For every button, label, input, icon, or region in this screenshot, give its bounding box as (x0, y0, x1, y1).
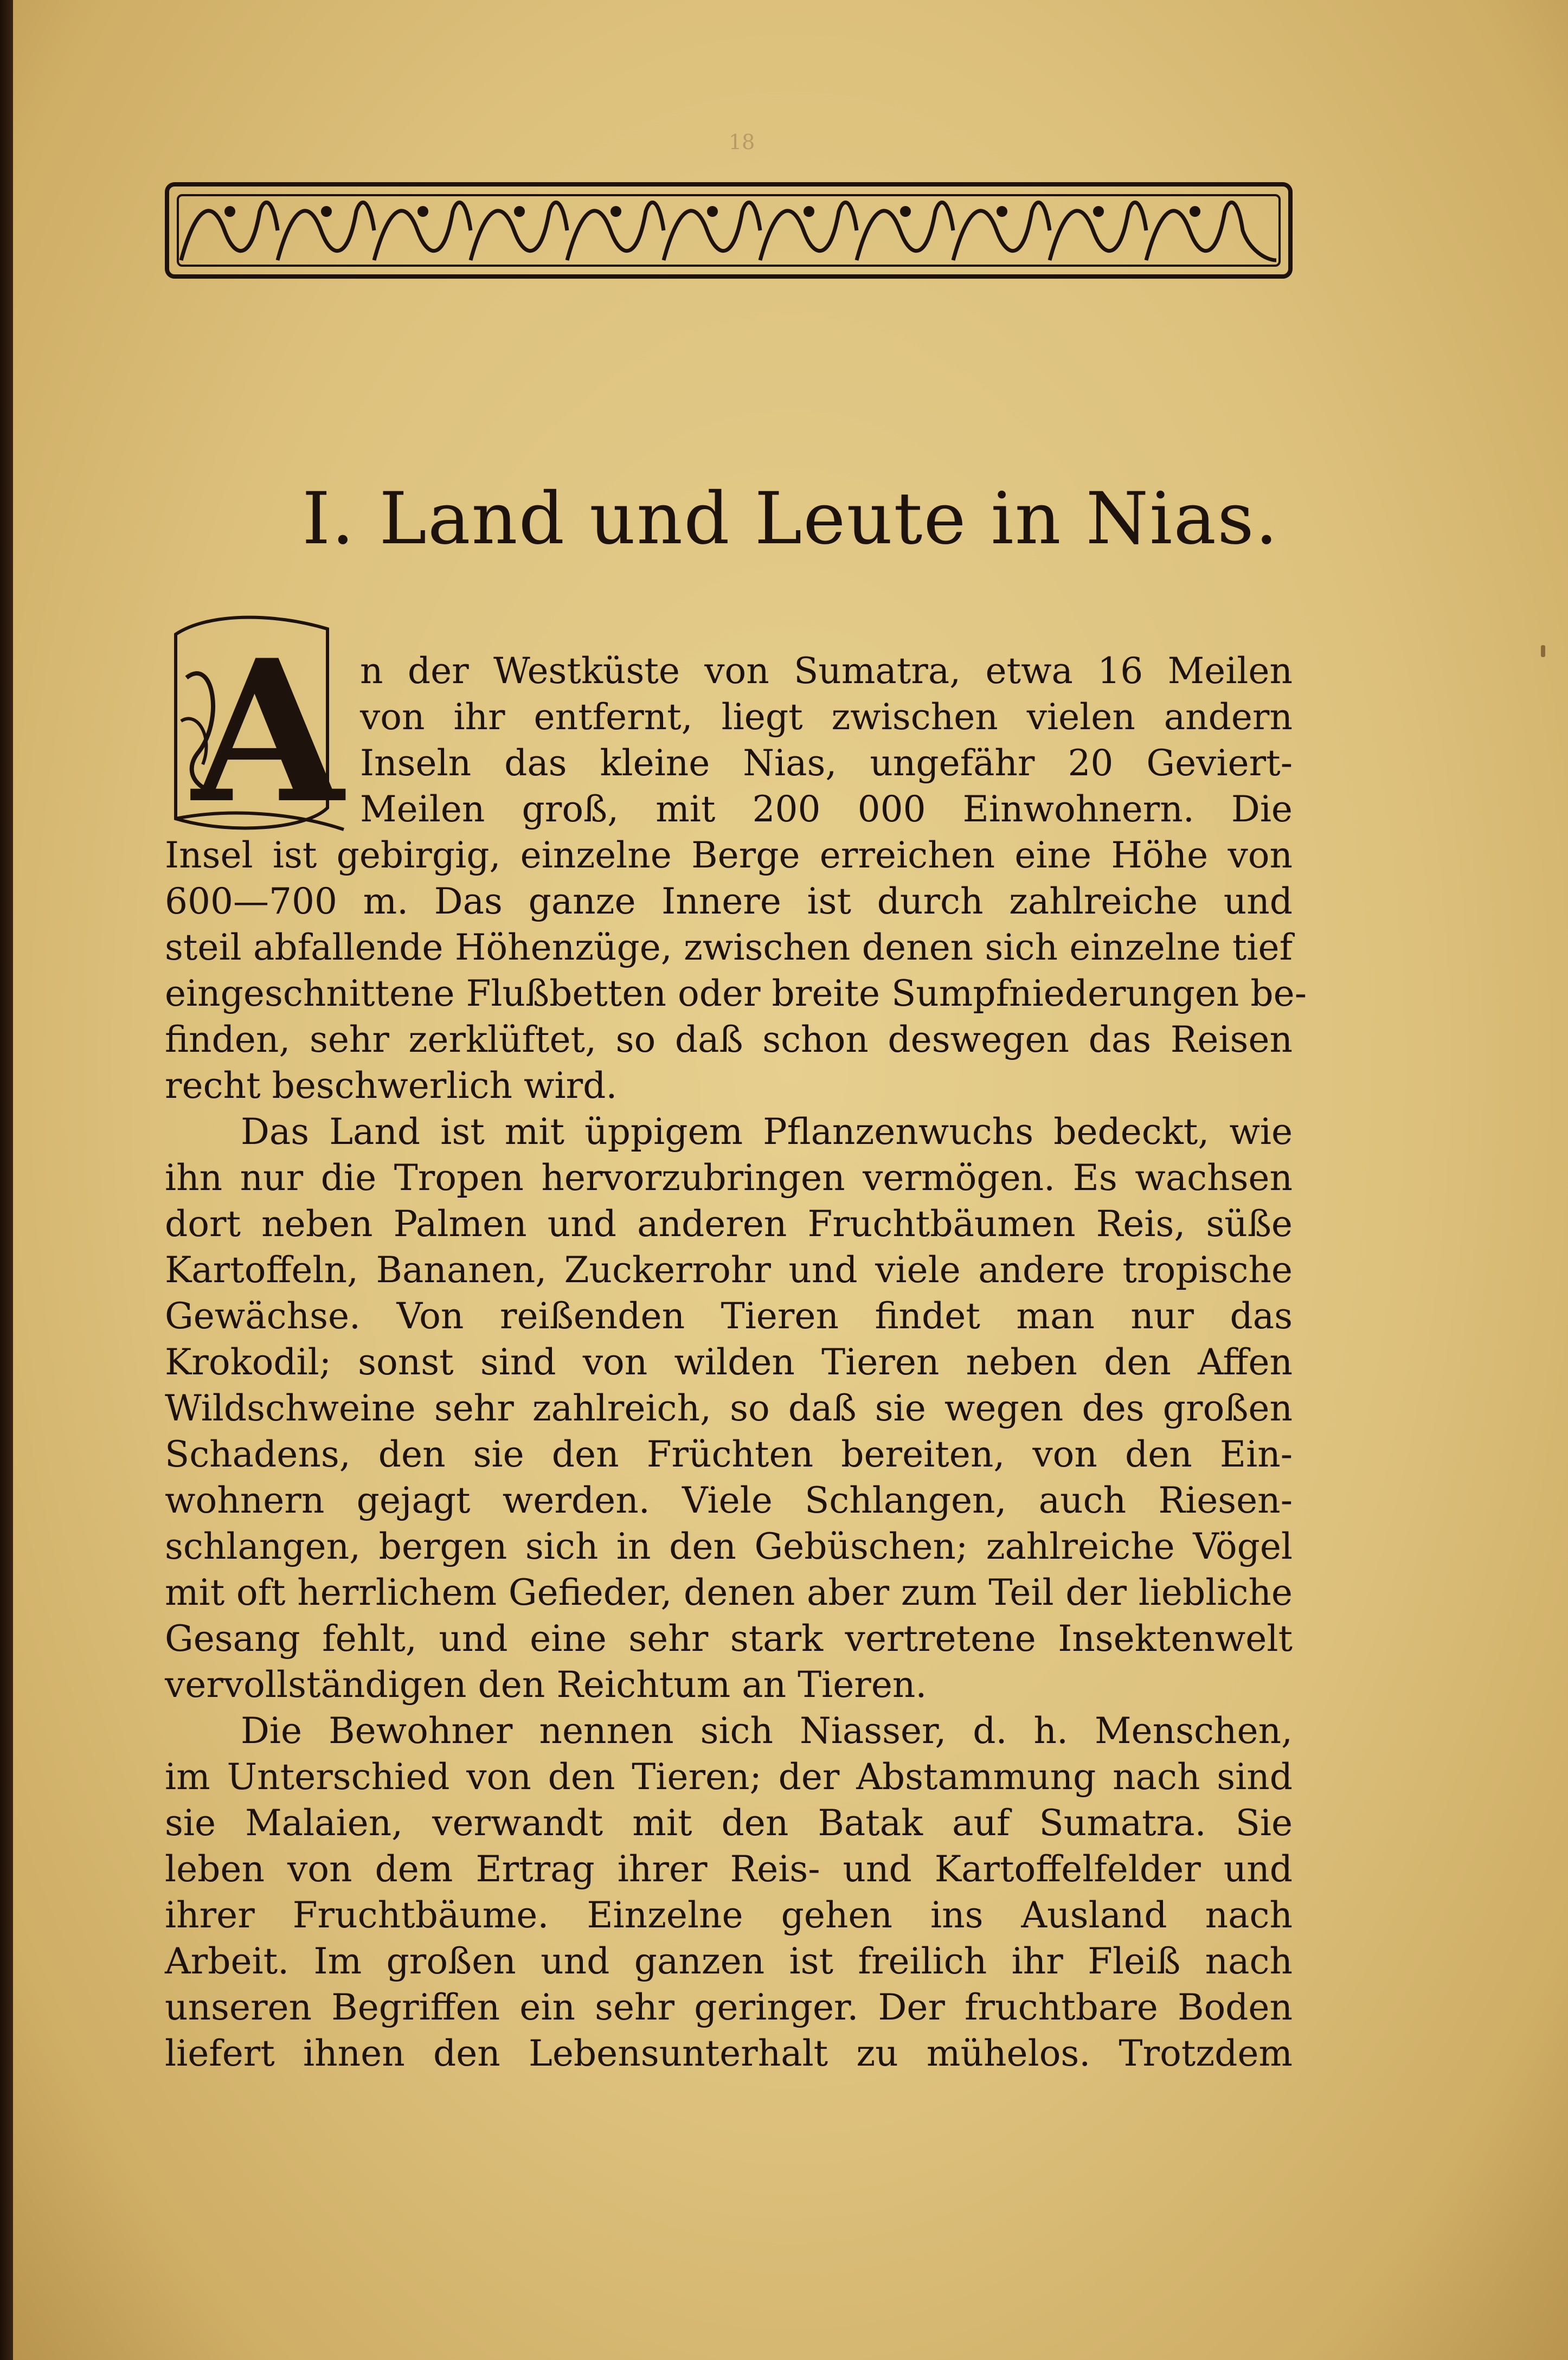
initial-letter: A (192, 617, 344, 846)
text-line: liefert ihnen den Lebensunterhalt zu mühelos. Trotzdem (165, 2033, 1293, 2074)
text-line: Schadens, den sie den Früchten bereiten, von den Ein- (165, 1433, 1293, 1475)
text-line: Das Land ist mit üppigem Pflanzenwuchs bedeckt, wie (241, 1111, 1293, 1153)
text-line: schlangen, bergen sich in den Gebüschen; zahlreiche Vögel (165, 1526, 1293, 1567)
text-line: eingeschnittene Flußbetten oder breite Sumpfniederungen be- (165, 973, 1307, 1014)
text-line: ihrer Fruchtbäume. Einzelne gehen ins Ausland nach (165, 1894, 1293, 1936)
text-line: recht beschwerlich wird. (165, 1065, 618, 1107)
text-line: ihn nur die Tropen hervorzubringen vermögen. Es wachsen (165, 1157, 1293, 1199)
text-line: sie Malaien, verwandt mit den Batak auf Sumatra. Sie (165, 1802, 1293, 1844)
text-line: im Unterschied von den Tieren; der Abstammung nach sind (165, 1756, 1293, 1798)
text-line: Krokodil; sonst sind von wilden Tieren neben den Affen (165, 1341, 1293, 1383)
chapter-title: I. Land und Leute in Nias. (302, 477, 1279, 561)
page-number: 18 (729, 130, 755, 154)
text-line: Wildschweine sehr zahlreich, so daß sie wegen des großen (165, 1387, 1293, 1429)
text-line: Insel ist gebirgig, einzelne Berge erreichen eine Höhe von (165, 834, 1293, 876)
text-line: steil abfallende Höhenzüge, zwischen denen sich einzelne tief (165, 927, 1293, 968)
text-line: Meilen groß, mit 200 000 Einwohnern. Die (360, 788, 1293, 830)
book-page (13, 0, 1568, 2360)
text-line: dort neben Palmen und anderen Fruchtbäumen Reis, süße (165, 1203, 1293, 1245)
text-line: Gewächse. Von reißenden Tieren findet man nur das (165, 1295, 1293, 1337)
text-line: wohnern gejagt werden. Viele Schlangen, auch Riesen- (165, 1480, 1293, 1521)
decorated-initial (165, 613, 349, 846)
text-line: von ihr entfernt, liegt zwischen vielen andern (360, 696, 1293, 738)
decorative-header-band (165, 179, 1293, 282)
text-line: Inseln das kleine Nias, ungefähr 20 Geviert- (360, 742, 1293, 784)
text-line: vervollständigen den Reichtum an Tieren. (165, 1664, 927, 1706)
text-line: unseren Begriffen ein sehr geringer. Der fruchtbare Boden (165, 1986, 1293, 2028)
text-line: 600—700 m. Das ganze Innere ist durch zahlreiche und (165, 880, 1293, 922)
text-line: Die Bewohner nennen sich Niasser, d. h. Menschen, (241, 1710, 1293, 1752)
text-line: mit oft herrlichem Gefieder, denen aber zum Teil der liebliche (165, 1572, 1293, 1613)
text-line: n der Westküste von Sumatra, etwa 16 Meilen (360, 650, 1293, 692)
text-line: leben von dem Ertrag ihrer Reis- und Kartoffelfelder und (165, 1848, 1293, 1890)
text-line: Arbeit. Im großen und ganzen ist freilich ihr Fleiß nach (165, 1940, 1293, 1982)
text-line: Kartoffeln, Bananen, Zuckerrohr und viele andere tropische (165, 1249, 1293, 1291)
text-line: Gesang fehlt, und eine sehr stark vertretene Insektenwelt (165, 1618, 1293, 1660)
paper-blemish (1541, 645, 1545, 657)
text-line: finden, sehr zerklüftet, so daß schon deswegen das Reisen (165, 1019, 1293, 1060)
